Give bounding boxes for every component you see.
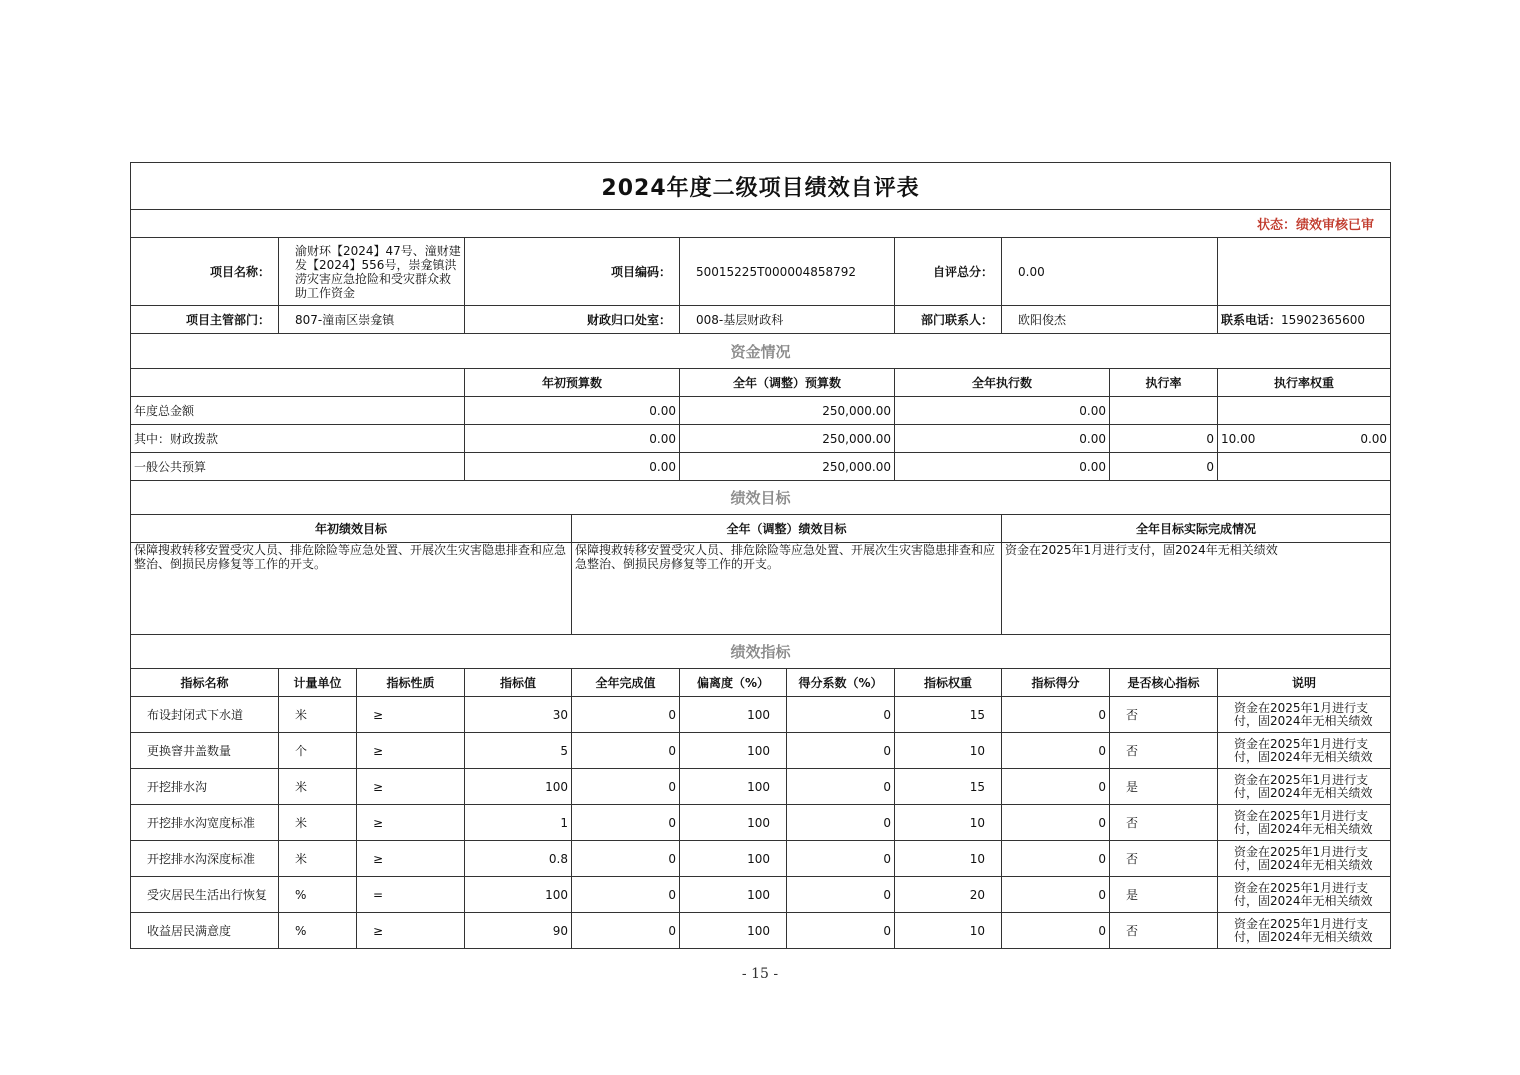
ind-score: 0 [1002,805,1110,841]
ind-value: 1 [465,805,572,841]
ind-weight: 10 [895,913,1002,949]
ind-header-unit: 计量单位 [279,669,357,697]
ind-deviation: 100 [680,877,787,913]
office-value: 008-基层财政科 [680,306,895,334]
ind-header-nature: 指标性质 [357,669,465,697]
ind-nature: ≥ [357,733,465,769]
ind-core: 是 [1110,769,1218,805]
funds-header-rate: 执行率 [1110,369,1218,397]
funds-row-weight-value: 10.00 [1221,431,1256,446]
ind-weight: 10 [895,841,1002,877]
ind-note: 资金在2025年1月进行支付，固2024年无相关绩效 [1218,913,1391,949]
dept-label: 项目主管部门： [131,306,279,334]
indicators-section-title: 绩效指标 [131,635,1391,669]
ind-unit: % [279,877,357,913]
ind-coef: 0 [787,877,895,913]
ind-unit: 个 [279,733,357,769]
ind-name: 开挖排水沟 [131,769,279,805]
ind-done: 0 [572,805,680,841]
ind-nature: ≥ [357,841,465,877]
ind-header-value: 指标值 [465,669,572,697]
goals-actual-text: 资金在2025年1月进行支付，固2024年无相关绩效 [1002,543,1391,635]
funds-row-score: 0.00 [1360,431,1388,446]
ind-header-done: 全年完成值 [572,669,680,697]
funds-row [131,453,1391,481]
ind-deviation: 100 [680,913,787,949]
ind-coef: 0 [787,769,895,805]
ind-coef: 0 [787,805,895,841]
funds-row-initial: 0.00 [465,397,680,425]
ind-done: 0 [572,697,680,733]
funds-row-rate [1110,397,1218,425]
page-number: - 15 - [741,966,779,982]
ind-unit: 米 [279,841,357,877]
table-row [131,877,1391,913]
funds-row-adjusted: 250,000.00 [680,397,895,425]
ind-header-core: 是否核心指标 [1110,669,1218,697]
ind-weight: 15 [895,697,1002,733]
ind-done: 0 [572,769,680,805]
funds-header-adjusted: 全年（调整）预算数 [680,369,895,397]
ind-done: 0 [572,733,680,769]
score-value: 0.00 [1002,238,1218,306]
score-label: 自评总分： [895,238,1002,306]
ind-coef: 0 [787,913,895,949]
contact-value: 欧阳俊杰 [1002,306,1218,334]
ind-coef: 0 [787,841,895,877]
ind-nature: ≥ [357,697,465,733]
ind-core: 否 [1110,913,1218,949]
funds-row-weight [1218,453,1391,481]
funds-row-executed: 0.00 [895,453,1110,481]
table-row [131,769,1391,805]
funds-row-adjusted: 250,000.00 [680,453,895,481]
ind-deviation: 100 [680,733,787,769]
ind-deviation: 100 [680,697,787,733]
funds-row-initial: 0.00 [465,425,680,453]
self-evaluation-table [130,162,1391,949]
table-row [131,913,1391,949]
ind-value: 0.8 [465,841,572,877]
ind-weight: 10 [895,805,1002,841]
status-badge: 状态：绩效审核已审 [131,210,1391,238]
funds-header-blank [131,369,465,397]
ind-header-note: 说明 [1218,669,1391,697]
table-row [131,841,1391,877]
ind-coef: 0 [787,697,895,733]
ind-weight: 15 [895,769,1002,805]
ind-core: 否 [1110,805,1218,841]
ind-value: 100 [465,877,572,913]
ind-name: 布设封闭式下水道 [131,697,279,733]
ind-nature: ≥ [357,913,465,949]
ind-nature: ≥ [357,769,465,805]
ind-deviation: 100 [680,769,787,805]
contact-label: 部门联系人： [895,306,1002,334]
table-row [131,697,1391,733]
funds-header-executed: 全年执行数 [895,369,1110,397]
funds-row-adjusted: 250,000.00 [680,425,895,453]
dept-value: 807-潼南区崇龛镇 [279,306,465,334]
ind-header-coef: 得分系数（%） [787,669,895,697]
ind-core: 是 [1110,877,1218,913]
phone-label: 联系电话： [1221,313,1282,327]
ind-nature: ≥ [357,805,465,841]
ind-unit: 米 [279,697,357,733]
ind-value: 30 [465,697,572,733]
ind-name: 受灾居民生活出行恢复 [131,877,279,913]
phone-cell [1218,306,1391,334]
ind-nature: = [357,877,465,913]
ind-value: 5 [465,733,572,769]
ind-core: 否 [1110,841,1218,877]
ind-note: 资金在2025年1月进行支付，固2024年无相关绩效 [1218,805,1391,841]
phone-value: 15902365600 [1281,313,1365,327]
ind-weight: 10 [895,733,1002,769]
funds-row-name: 年度总金额 [131,397,465,425]
ind-done: 0 [572,877,680,913]
funds-row-weight [1218,397,1391,425]
ind-name: 开挖排水沟宽度标准 [131,805,279,841]
project-name-value: 渝财环【2024】47号、潼财建发【2024】556号，崇龛镇洪涝灾害应急抢险和受灾群众救助工作资金 [279,238,465,306]
ind-value: 90 [465,913,572,949]
ind-header-deviation: 偏离度（%） [680,669,787,697]
ind-note: 资金在2025年1月进行支付，固2024年无相关绩效 [1218,733,1391,769]
goals-header-adjusted: 全年（调整）绩效目标 [572,515,1002,543]
project-code-value: 50015225T000004858792 [680,238,895,306]
ind-score: 0 [1002,913,1110,949]
ind-note: 资金在2025年1月进行支付，固2024年无相关绩效 [1218,877,1391,913]
ind-unit: 米 [279,769,357,805]
ind-weight: 20 [895,877,1002,913]
ind-done: 0 [572,913,680,949]
ind-deviation: 100 [680,841,787,877]
ind-deviation: 100 [680,805,787,841]
goals-adjusted-text: 保障搜救转移安置受灾人员、排危除险等应急处置、开展次生灾害隐患排查和应急整治、倒损民房修复等工作的开支。 [572,543,1002,635]
funds-row-name: 一般公共预算 [131,453,465,481]
ind-score: 0 [1002,697,1110,733]
office-label: 财政归口处室： [465,306,680,334]
goals-header-initial: 年初绩效目标 [131,515,572,543]
ind-coef: 0 [787,733,895,769]
funds-row [131,397,1391,425]
project-code-label: 项目编码： [465,238,680,306]
ind-note: 资金在2025年1月进行支付，固2024年无相关绩效 [1218,769,1391,805]
table-row [131,733,1391,769]
project-name-label: 项目名称： [131,238,279,306]
funds-header-initial: 年初预算数 [465,369,680,397]
ind-name: 开挖排水沟深度标准 [131,841,279,877]
ind-name: 更换窨井盖数量 [131,733,279,769]
empty-cell [1218,238,1391,306]
funds-row-rate: 0 [1110,453,1218,481]
ind-header-name: 指标名称 [131,669,279,697]
funds-row-executed: 0.00 [895,425,1110,453]
funds-row-executed: 0.00 [895,397,1110,425]
page-title: 2024年度二级项目绩效自评表 [131,163,1391,210]
ind-value: 100 [465,769,572,805]
funds-row-weight [1218,425,1391,453]
funds-row-rate: 0 [1110,425,1218,453]
ind-unit: % [279,913,357,949]
ind-score: 0 [1002,769,1110,805]
ind-score: 0 [1002,877,1110,913]
ind-note: 资金在2025年1月进行支付，固2024年无相关绩效 [1218,697,1391,733]
funds-row-initial: 0.00 [465,453,680,481]
goals-section-title: 绩效目标 [131,481,1391,515]
ind-unit: 米 [279,805,357,841]
ind-name: 收益居民满意度 [131,913,279,949]
ind-header-score: 指标得分 [1002,669,1110,697]
funds-row [131,425,1391,453]
ind-done: 0 [572,841,680,877]
funds-header-weight: 执行率权重 [1218,369,1391,397]
ind-score: 0 [1002,733,1110,769]
ind-score: 0 [1002,841,1110,877]
goals-header-actual: 全年目标实际完成情况 [1002,515,1391,543]
ind-header-weight: 指标权重 [895,669,1002,697]
funds-row-name: 其中：财政拨款 [131,425,465,453]
ind-core: 否 [1110,733,1218,769]
ind-note: 资金在2025年1月进行支付，固2024年无相关绩效 [1218,841,1391,877]
ind-core: 否 [1110,697,1218,733]
funds-section-title: 资金情况 [131,334,1391,369]
goals-initial-text: 保障搜救转移安置受灾人员、排危除险等应急处置、开展次生灾害隐患排查和应急整治、倒损民房修复等工作的开支。 [131,543,572,635]
table-row [131,805,1391,841]
